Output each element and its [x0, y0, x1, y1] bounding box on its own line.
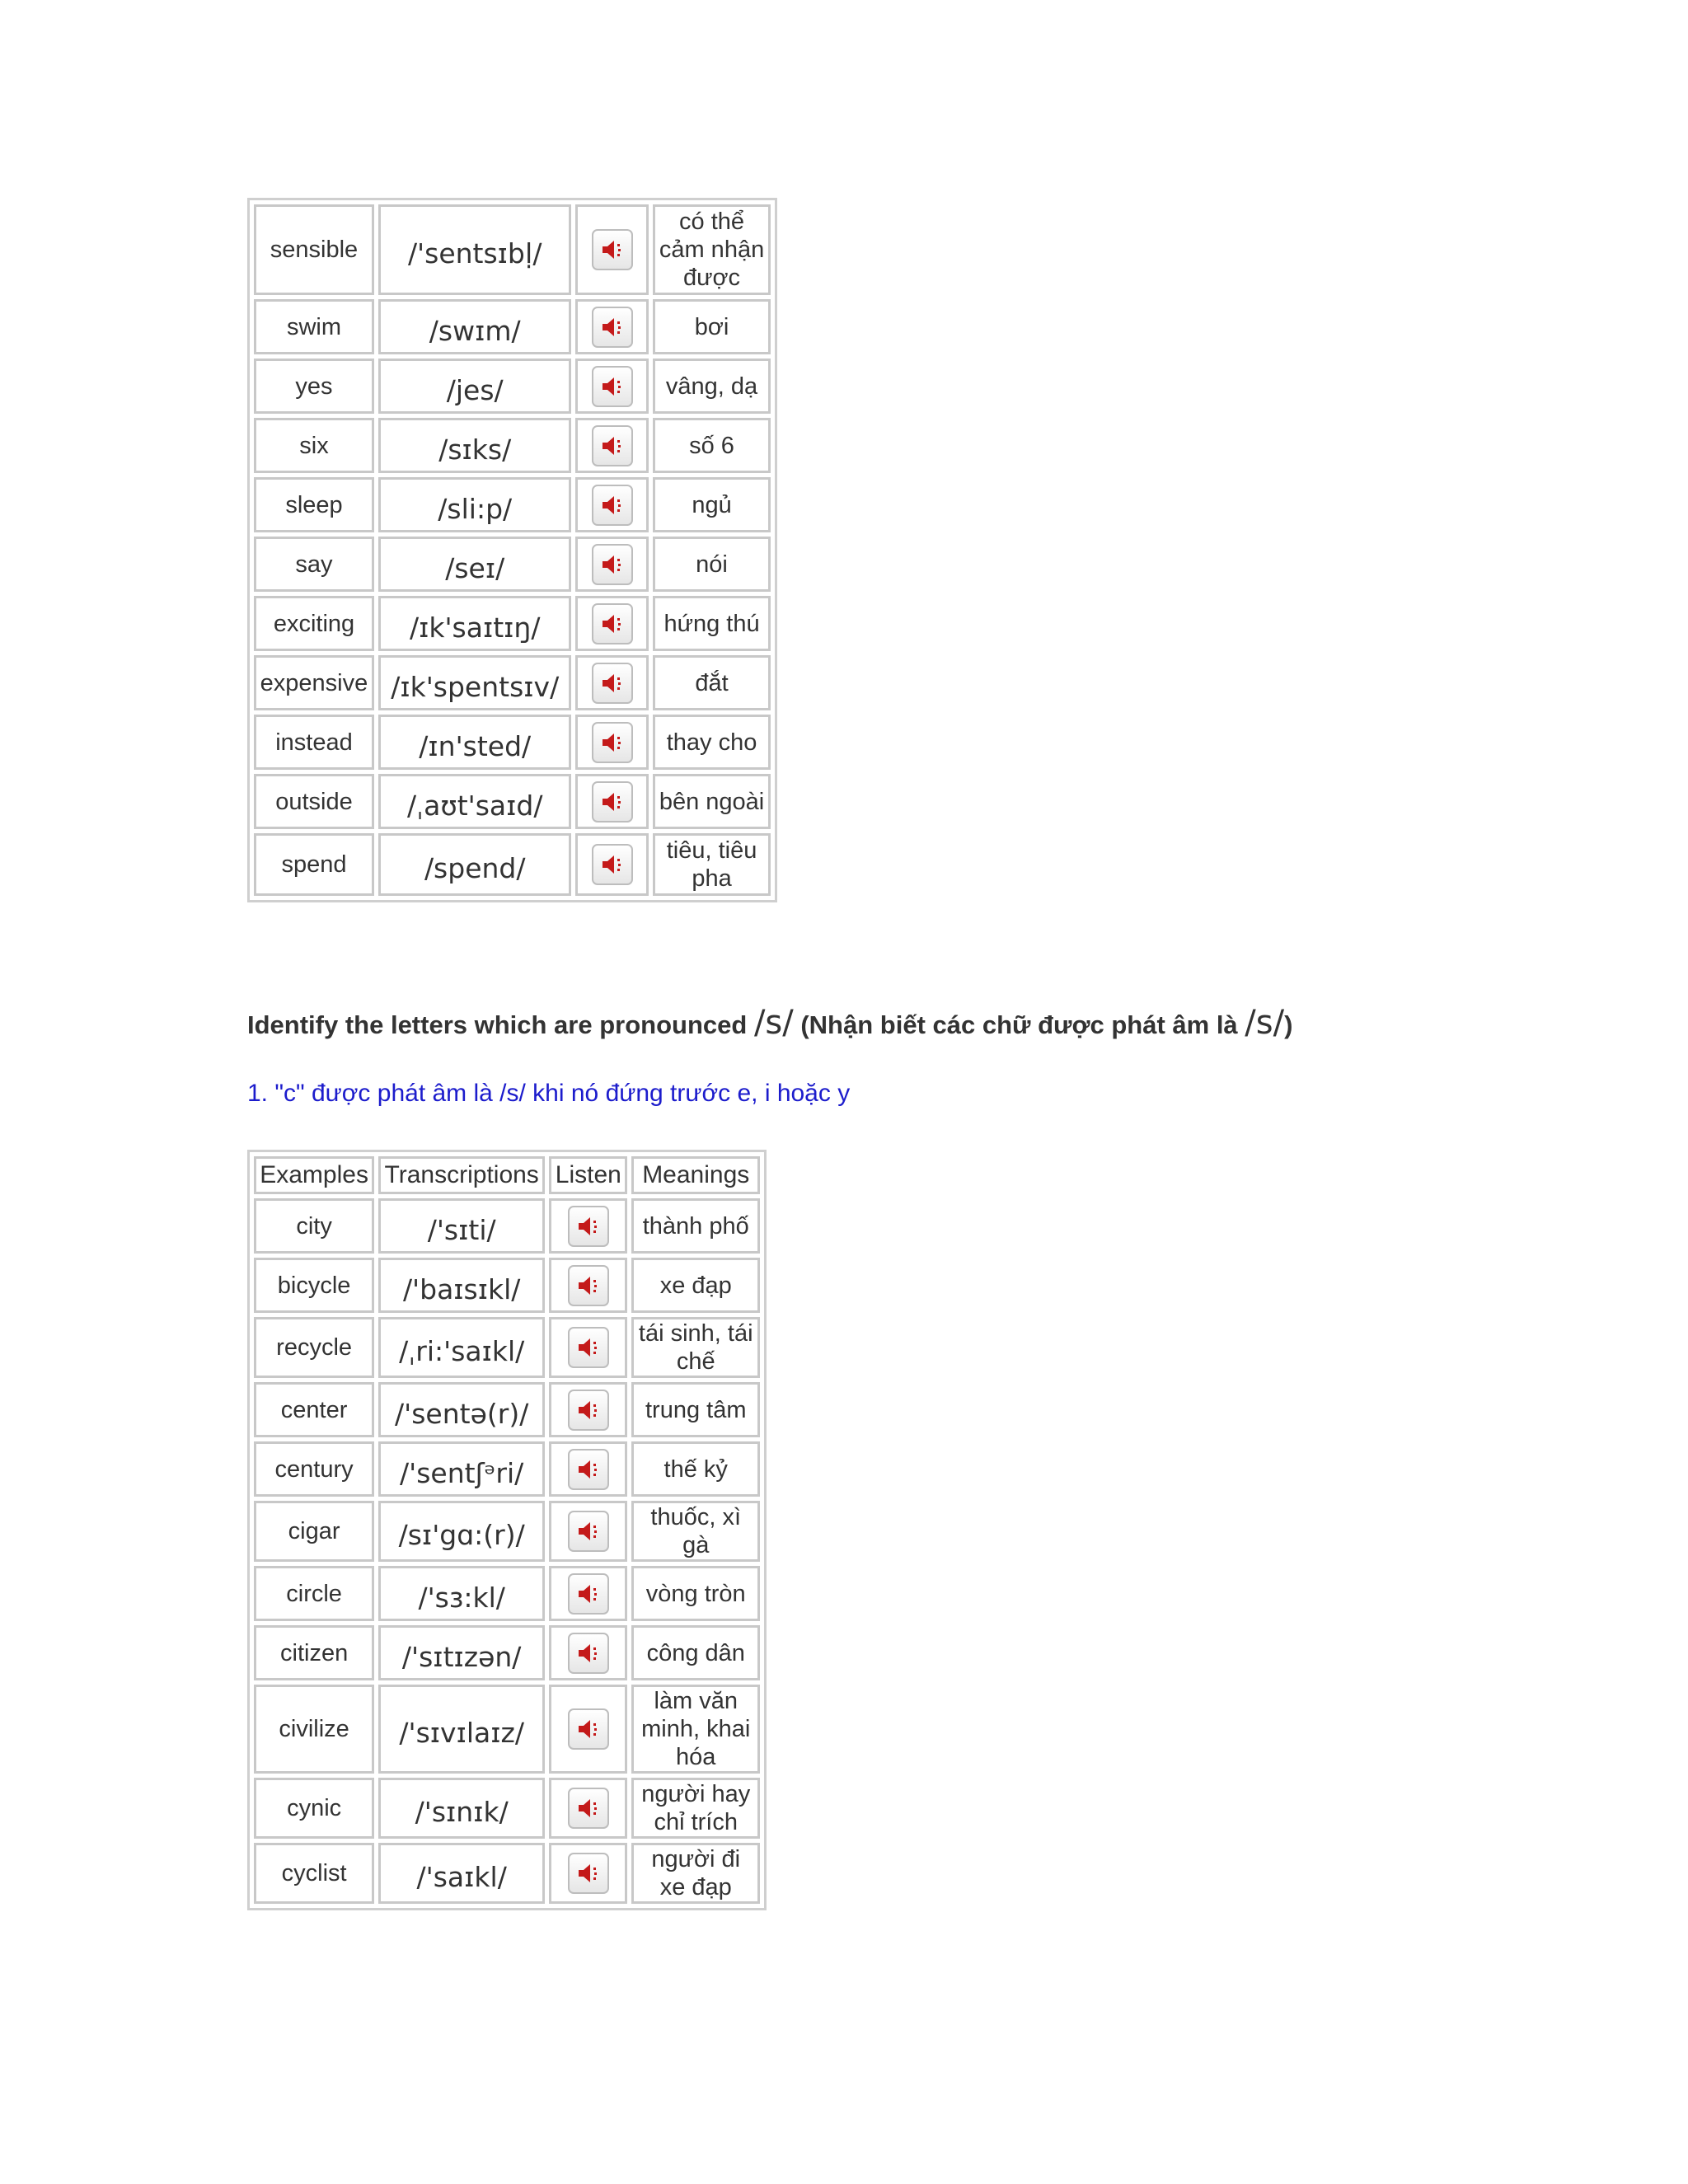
- speaker-icon[interactable]: [592, 781, 633, 823]
- vocab-table-2: [247, 1150, 767, 1910]
- meaning: ngủ: [653, 477, 771, 532]
- example-word: instead: [254, 715, 374, 770]
- transcription: /ˌaʊt'saɪd/: [378, 774, 572, 829]
- table-row: [254, 418, 771, 473]
- meaning: vòng tròn: [631, 1566, 760, 1621]
- listen-cell: [575, 596, 649, 651]
- meaning: hứng thú: [653, 596, 771, 651]
- listen-cell: [575, 418, 649, 473]
- speaker-icon[interactable]: [568, 1511, 609, 1552]
- meaning: số 6: [653, 418, 771, 473]
- transcription: /'sɪvɪlaɪz/: [378, 1685, 545, 1774]
- example-word: outside: [254, 774, 374, 829]
- speaker-icon[interactable]: [592, 366, 633, 407]
- speaker-icon[interactable]: [568, 1265, 609, 1306]
- meaning: người hay chỉ trích: [631, 1778, 760, 1839]
- vocab-table-1: [247, 198, 777, 902]
- table-row: [254, 1685, 760, 1774]
- table-row: [254, 774, 771, 829]
- transcription: /sɪ'gɑ:(r)/: [378, 1501, 545, 1562]
- example-word: cyclist: [254, 1843, 374, 1904]
- speaker-icon[interactable]: [568, 1390, 609, 1431]
- table-row: [254, 477, 771, 532]
- transcription: /'baɪsɪkl/: [378, 1258, 545, 1313]
- header-transcriptions: Transcriptions: [378, 1156, 545, 1194]
- speaker-icon[interactable]: [568, 1853, 609, 1894]
- heading-symbol-2: /s/: [1245, 1004, 1285, 1042]
- transcription: /'sentə(r)/: [378, 1382, 545, 1437]
- transcription: /'sɪtɪzən/: [378, 1625, 545, 1680]
- example-word: six: [254, 418, 374, 473]
- example-word: expensive: [254, 655, 374, 710]
- listen-cell: [549, 1625, 627, 1680]
- transcription: /ɪk'saɪtɪŋ/: [378, 596, 572, 651]
- speaker-icon[interactable]: [592, 722, 633, 763]
- transcription: /spend/: [378, 833, 572, 896]
- section-heading: [247, 1004, 1292, 1042]
- table-row: [254, 359, 771, 414]
- example-word: sensible: [254, 204, 374, 295]
- heading-end: ): [1284, 1010, 1293, 1039]
- listen-cell: [549, 1778, 627, 1839]
- table-row: [254, 299, 771, 354]
- meaning: thuốc, xì gà: [631, 1501, 760, 1562]
- speaker-icon[interactable]: [592, 544, 633, 585]
- speaker-icon[interactable]: [568, 1449, 609, 1490]
- table-row: [254, 833, 771, 896]
- table-row: [254, 715, 771, 770]
- speaker-icon[interactable]: [592, 663, 633, 704]
- example-word: center: [254, 1382, 374, 1437]
- speaker-icon[interactable]: [568, 1708, 609, 1750]
- heading-text: Identify the letters which are pronounced: [247, 1010, 754, 1039]
- table-row: [254, 537, 771, 592]
- meaning: có thể cảm nhận được: [653, 204, 771, 295]
- transcription: /'sɪti/: [378, 1198, 545, 1254]
- listen-cell: [575, 774, 649, 829]
- table-row: [254, 596, 771, 651]
- example-word: exciting: [254, 596, 374, 651]
- speaker-icon[interactable]: [568, 1788, 609, 1829]
- listen-cell: [575, 655, 649, 710]
- speaker-icon[interactable]: [592, 603, 633, 644]
- table-row: [254, 1317, 760, 1378]
- example-word: civilize: [254, 1685, 374, 1774]
- example-word: say: [254, 537, 374, 592]
- example-word: city: [254, 1198, 374, 1254]
- example-word: recycle: [254, 1317, 374, 1378]
- transcription: /ɪk'spentsɪv/: [378, 655, 572, 710]
- header-meanings: Meanings: [631, 1156, 760, 1194]
- meaning: đắt: [653, 655, 771, 710]
- heading-middle: (Nhận biết các chữ được phát âm là: [793, 1010, 1245, 1039]
- table-row: [254, 1566, 760, 1621]
- transcription: /'sɪnɪk/: [378, 1778, 545, 1839]
- listen-cell: [575, 477, 649, 532]
- meaning: xe đạp: [631, 1258, 760, 1313]
- meaning: vâng, dạ: [653, 359, 771, 414]
- table-row: [254, 1501, 760, 1562]
- meaning: người đi xe đạp: [631, 1843, 760, 1904]
- example-word: yes: [254, 359, 374, 414]
- transcription: /sli:p/: [378, 477, 572, 532]
- meaning: thành phố: [631, 1198, 760, 1254]
- example-word: sleep: [254, 477, 374, 532]
- listen-cell: [549, 1843, 627, 1904]
- header-listen: Listen: [549, 1156, 627, 1194]
- transcription: /sɪks/: [378, 418, 572, 473]
- table-row: [254, 204, 771, 295]
- transcription: /'sentsɪbḷ/: [378, 204, 572, 295]
- example-word: swim: [254, 299, 374, 354]
- listen-cell: [549, 1258, 627, 1313]
- example-word: circle: [254, 1566, 374, 1621]
- speaker-icon[interactable]: [592, 229, 633, 270]
- example-word: cynic: [254, 1778, 374, 1839]
- header-examples: Examples: [254, 1156, 374, 1194]
- example-word: spend: [254, 833, 374, 896]
- meaning: nói: [653, 537, 771, 592]
- meaning: làm văn minh, khai hóa: [631, 1685, 760, 1774]
- transcription: /ˌri:'saɪkl/: [378, 1317, 545, 1378]
- header-row: [254, 1156, 760, 1194]
- table-row: [254, 1382, 760, 1437]
- listen-cell: [549, 1501, 627, 1562]
- table-row: [254, 655, 771, 710]
- listen-cell: [575, 359, 649, 414]
- speaker-icon[interactable]: [592, 425, 633, 466]
- speaker-icon[interactable]: [592, 844, 633, 885]
- example-word: century: [254, 1441, 374, 1497]
- meaning: bên ngoài: [653, 774, 771, 829]
- meaning: trung tâm: [631, 1382, 760, 1437]
- meaning: tái sinh, tái chế: [631, 1317, 760, 1378]
- transcription: /seɪ/: [378, 537, 572, 592]
- table-row: [254, 1198, 760, 1254]
- listen-cell: [549, 1382, 627, 1437]
- listen-cell: [575, 537, 649, 592]
- transcription: /jes/: [378, 359, 572, 414]
- listen-cell: [575, 833, 649, 896]
- listen-cell: [575, 715, 649, 770]
- table-row: [254, 1441, 760, 1497]
- listen-cell: [549, 1198, 627, 1254]
- table-row: [254, 1843, 760, 1904]
- speaker-icon[interactable]: [568, 1327, 609, 1368]
- heading-symbol: /s/: [753, 1004, 794, 1042]
- listen-cell: [549, 1685, 627, 1774]
- listen-cell: [549, 1441, 627, 1497]
- listen-cell: [549, 1566, 627, 1621]
- transcription: /swɪm/: [378, 299, 572, 354]
- speaker-icon[interactable]: [568, 1573, 609, 1615]
- listen-cell: [575, 299, 649, 354]
- rule-1: 1. "c" được phát âm là /s/ khi nó đứng trước e, i hoặc y: [247, 1080, 851, 1107]
- speaker-icon[interactable]: [592, 485, 633, 526]
- example-word: cigar: [254, 1501, 374, 1562]
- meaning: công dân: [631, 1625, 760, 1680]
- transcription: /ɪn'sted/: [378, 715, 572, 770]
- meaning: tiêu, tiêu pha: [653, 833, 771, 896]
- table-row: [254, 1778, 760, 1839]
- speaker-icon[interactable]: [568, 1206, 609, 1247]
- meaning: bơi: [653, 299, 771, 354]
- meaning: thế kỷ: [631, 1441, 760, 1497]
- example-word: citizen: [254, 1625, 374, 1680]
- example-word: bicycle: [254, 1258, 374, 1313]
- listen-cell: [575, 204, 649, 295]
- speaker-icon[interactable]: [592, 307, 633, 348]
- transcription: /'saɪkl/: [378, 1843, 545, 1904]
- listen-cell: [549, 1317, 627, 1378]
- speaker-icon[interactable]: [568, 1633, 609, 1674]
- transcription: /'sɜ:kl/: [378, 1566, 545, 1621]
- table-row: [254, 1258, 760, 1313]
- meaning: thay cho: [653, 715, 771, 770]
- table-row: [254, 1625, 760, 1680]
- transcription: /'sentʃᵊri/: [378, 1441, 545, 1497]
